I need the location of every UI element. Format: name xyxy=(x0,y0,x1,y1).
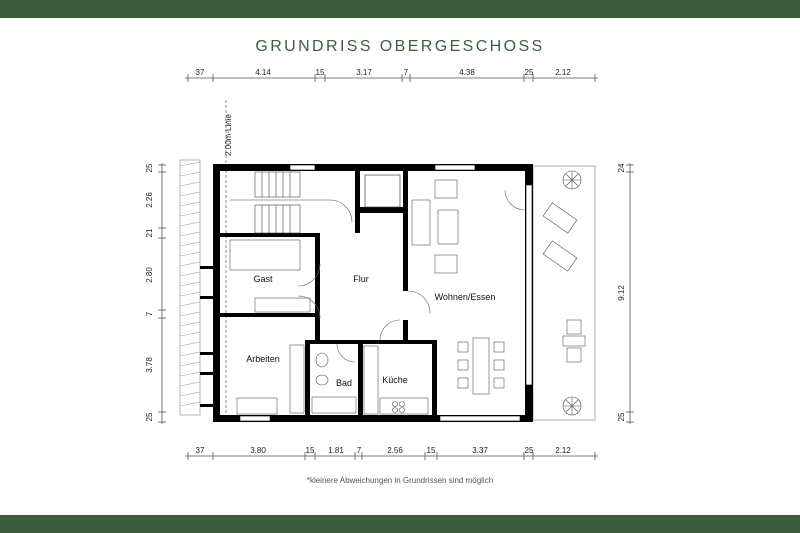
window-top-2 xyxy=(435,165,475,170)
dim-left-1: 25 xyxy=(145,163,154,173)
dim-left-2: 2.26 xyxy=(145,192,154,208)
dim-bottom-5: 7 xyxy=(356,446,362,455)
wall-top xyxy=(213,164,525,171)
dim-left-7: 25 xyxy=(145,412,154,422)
window-bottom-2 xyxy=(440,416,520,421)
dim-top-8: 2.12 xyxy=(555,68,571,77)
lounger-2 xyxy=(543,241,577,271)
door-terrace xyxy=(505,190,525,210)
dim-right-2: 9.12 xyxy=(617,285,626,301)
dim-right-3: 25 xyxy=(617,412,626,422)
dim-top-7: 25 xyxy=(524,68,534,77)
room-gast-label: Gast xyxy=(253,274,273,284)
dim-left-4: 2.80 xyxy=(145,267,154,283)
dim-bottom-6: 2.56 xyxy=(387,446,403,455)
staircase xyxy=(230,172,330,233)
bed-gast xyxy=(230,240,300,270)
two-meter-line-label: 2.00m-Linie xyxy=(224,114,233,156)
dim-top-1: 37 xyxy=(195,68,205,77)
dim-left-3: 21 xyxy=(145,228,154,238)
armchair-bottom xyxy=(435,255,457,273)
wall-kitchen-right xyxy=(432,340,437,420)
dim-top-5: 7 xyxy=(403,68,409,77)
dim-top-2: 4.14 xyxy=(255,68,271,77)
dim-bottom-10: 2.12 xyxy=(555,446,571,455)
window-top-1 xyxy=(290,165,315,170)
room-kueche-label: Küche xyxy=(382,375,408,385)
wall-flur-left xyxy=(315,233,320,341)
door-wohnen xyxy=(408,291,430,313)
bottom-band xyxy=(0,515,800,533)
door-stair xyxy=(330,200,352,222)
door-bath xyxy=(337,344,355,362)
door-kitchen xyxy=(380,320,400,340)
wall-bath-top xyxy=(305,340,437,344)
sofa xyxy=(412,200,430,245)
armchair-top xyxy=(435,180,457,198)
terrace xyxy=(533,166,595,420)
plant-bottom-icon xyxy=(563,397,581,415)
terrace-chair-2 xyxy=(567,348,581,362)
dim-bottom-2: 3.80 xyxy=(250,446,266,455)
wall-shaft xyxy=(355,207,405,213)
wall-bath-left xyxy=(305,340,310,420)
wall-left xyxy=(213,164,220,422)
wall-gast-bottom xyxy=(213,313,320,317)
window-bottom-1 xyxy=(240,416,270,421)
dim-right-1: 24 xyxy=(617,163,626,173)
dim-left-6: 3.78 xyxy=(145,357,154,373)
terrace-chair-1 xyxy=(567,320,581,334)
footnote: *kleinere Abweichungen in Grundrissen sind möglich xyxy=(306,476,494,485)
dim-top-6: 4.38 xyxy=(459,68,475,77)
plant-top-icon xyxy=(563,171,581,189)
wall-bath-right xyxy=(358,340,363,420)
shelf-arbeiten xyxy=(290,345,304,413)
dim-bottom-7: 15 xyxy=(426,446,436,455)
dim-top-3: 15 xyxy=(315,68,325,77)
wall-wohnen-left-lower xyxy=(403,320,408,342)
shaft-box xyxy=(365,175,400,207)
room-bad-label: Bad xyxy=(335,378,353,388)
wall-gast-top xyxy=(213,233,320,237)
bathtub xyxy=(312,397,356,413)
dim-left-5: 7 xyxy=(145,311,154,317)
sink xyxy=(316,375,328,385)
wall-stair-right xyxy=(355,171,360,233)
dining-table xyxy=(473,338,489,394)
lounger-1 xyxy=(543,203,577,233)
plan-title: GRUNDRISS OBERGESCHOSS xyxy=(255,38,545,55)
room-wohnen-label: Wohnen/Essen xyxy=(434,292,496,302)
coffee-table xyxy=(438,210,458,244)
wardrobe-gast xyxy=(255,298,310,312)
dim-bottom-8: 3.37 xyxy=(472,446,488,455)
room-arbeiten-label: Arbeiten xyxy=(246,354,280,364)
window-terrace xyxy=(526,185,532,385)
wall-wohnen-left xyxy=(403,171,408,291)
dim-bottom-3: 15 xyxy=(305,446,315,455)
dim-top-4: 3.17 xyxy=(356,68,372,77)
roof-hatch xyxy=(180,160,200,415)
dim-bottom-1: 37 xyxy=(195,446,205,455)
toilet xyxy=(316,353,328,367)
terrace-table xyxy=(563,336,585,346)
dim-bottom-9: 25 xyxy=(524,446,534,455)
room-flur-label: Flur xyxy=(353,274,369,284)
desk-arbeiten xyxy=(237,398,277,414)
dim-bottom-4: 1.81 xyxy=(328,446,344,455)
